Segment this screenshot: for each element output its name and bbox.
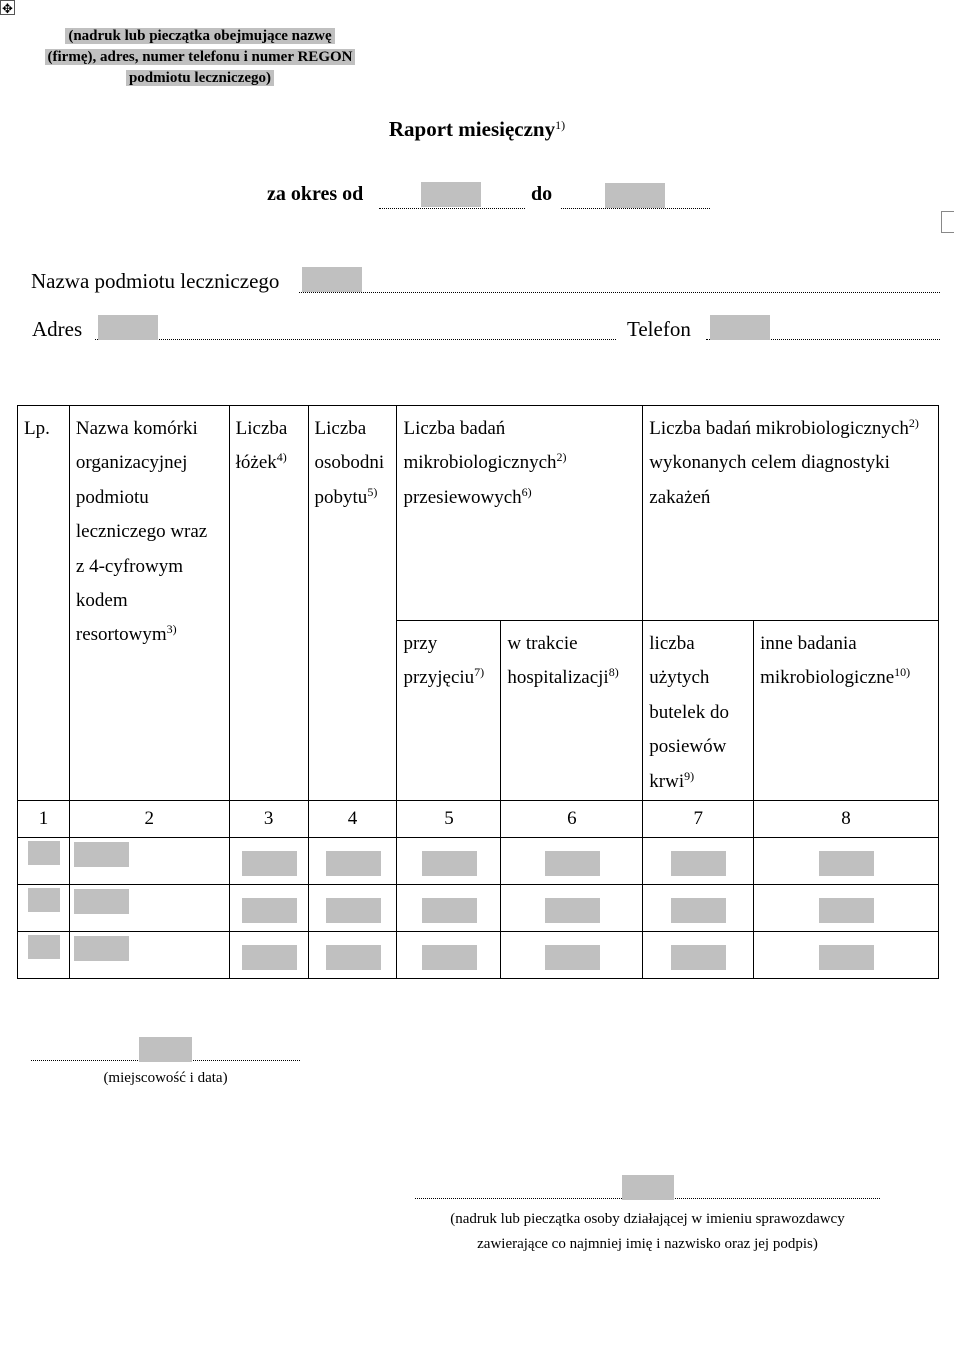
other-tests-field[interactable] <box>819 851 874 876</box>
bottles-field[interactable] <box>671 851 726 876</box>
bottles-field[interactable] <box>671 898 726 923</box>
patient-days-field[interactable] <box>326 851 381 876</box>
unit-name-field[interactable] <box>74 889 129 914</box>
admission-field[interactable] <box>422 851 477 876</box>
table-row <box>18 932 939 979</box>
phone-label: Telefon <box>627 317 691 341</box>
stamp-line-3: podmiotu leczniczego) <box>126 70 274 86</box>
patient-days-field[interactable] <box>326 945 381 970</box>
patient-days-field[interactable] <box>326 898 381 923</box>
facility-name-dotted-line <box>299 292 940 293</box>
stamp-header <box>30 26 370 89</box>
address-dotted-line <box>95 339 616 340</box>
address-label: Adres <box>32 317 83 341</box>
period-to-label: do <box>531 183 553 205</box>
phone-field[interactable] <box>710 315 770 340</box>
header-unit-name: Nazwa komórki organizacyjnej podmiotu leczniczego wraz z 4-cyfrowym kodem resortowym$^{3)}$ <box>69 406 229 801</box>
admission-field[interactable] <box>422 898 477 923</box>
table-row <box>18 885 939 932</box>
beds-field[interactable] <box>242 945 297 970</box>
column-number: 1 <box>18 801 70 838</box>
header-during-hospitalization: w trakcie hospitalizacji$^{8)}$ <box>501 621 643 801</box>
column-number: 7 <box>643 801 754 838</box>
header-screening-tests: Liczba badań mikrobiologicznych$^{2)}$ przesiewowych$^{6)}$ <box>397 406 643 621</box>
period-from-dotted-line <box>379 208 525 209</box>
admission-field[interactable] <box>422 945 477 970</box>
other-tests-field[interactable] <box>819 945 874 970</box>
report-title <box>0 117 954 142</box>
hospitalization-field[interactable] <box>545 945 600 970</box>
column-number: 8 <box>754 801 939 838</box>
column-number: 6 <box>501 801 643 838</box>
hospitalization-field[interactable] <box>545 898 600 923</box>
margin-marker <box>941 211 954 233</box>
footnote-ref: 1) <box>555 118 566 132</box>
header-lp: Lp. <box>18 406 70 801</box>
hospitalization-field[interactable] <box>545 851 600 876</box>
report-table <box>17 405 939 979</box>
place-date-caption: (miejscowość i data) <box>103 1070 228 1086</box>
column-number-row <box>18 801 939 838</box>
table-header-row-1 <box>18 406 939 621</box>
header-blood-culture-bottles: liczba użytych butelek do posiewów krwi$^{9)}$ <box>643 621 754 801</box>
unit-name-field[interactable] <box>74 936 129 961</box>
bottles-field[interactable] <box>671 945 726 970</box>
period-to-field[interactable] <box>605 183 665 208</box>
beds-field[interactable] <box>242 851 297 876</box>
lp-field[interactable] <box>28 935 60 959</box>
beds-field[interactable] <box>242 898 297 923</box>
header-patient-days: Liczba osobodni pobytu$^{5)}$ <box>308 406 397 801</box>
period-from-label: za okres od <box>267 183 364 205</box>
address-field[interactable] <box>98 315 158 340</box>
stamp-line-1: (nadruk lub pieczątka obejmujące nazwę <box>65 28 334 44</box>
place-date-field[interactable] <box>139 1037 192 1062</box>
column-number: 4 <box>308 801 397 838</box>
facility-name-field[interactable] <box>302 267 362 292</box>
header-beds: Liczba łóżek$^{4)}$ <box>229 406 308 801</box>
signer-caption <box>395 1207 900 1257</box>
header-diagnostic-tests: Liczba badań mikrobiologicznych$^{2)}$ wykonanych celem diagnostyki zakażeń <box>643 406 939 621</box>
facility-name-label: Nazwa podmiotu leczniczego <box>31 269 280 293</box>
other-tests-field[interactable] <box>819 898 874 923</box>
column-number: 2 <box>69 801 229 838</box>
table-row <box>18 838 939 885</box>
header-other-tests: inne badania mikrobiologiczne$^{10)}$ <box>754 621 939 801</box>
signer-caption-line-1: (nadruk lub pieczątka osoby działającej w imieniu sprawozdawcy <box>450 1211 845 1227</box>
unit-name-field[interactable] <box>74 842 129 867</box>
lp-field[interactable] <box>28 841 60 865</box>
period-to-dotted-line <box>561 208 710 209</box>
report-title-text: Raport miesięczny <box>388 117 556 141</box>
lp-field[interactable] <box>28 888 60 912</box>
header-on-admission: przy przyjęciu$^{7)}$ <box>397 621 501 801</box>
period-from-field[interactable] <box>421 182 481 207</box>
move-handle-icon[interactable]: ✥ <box>0 0 15 15</box>
stamp-line-2: (firmę), adres, numer telefonu i numer REGON <box>45 49 356 65</box>
signer-field[interactable] <box>622 1175 674 1200</box>
column-number: 3 <box>229 801 308 838</box>
signer-caption-line-2: zawierające co najmniej imię i nazwisko oraz jej podpis) <box>477 1236 818 1252</box>
column-number: 5 <box>397 801 501 838</box>
